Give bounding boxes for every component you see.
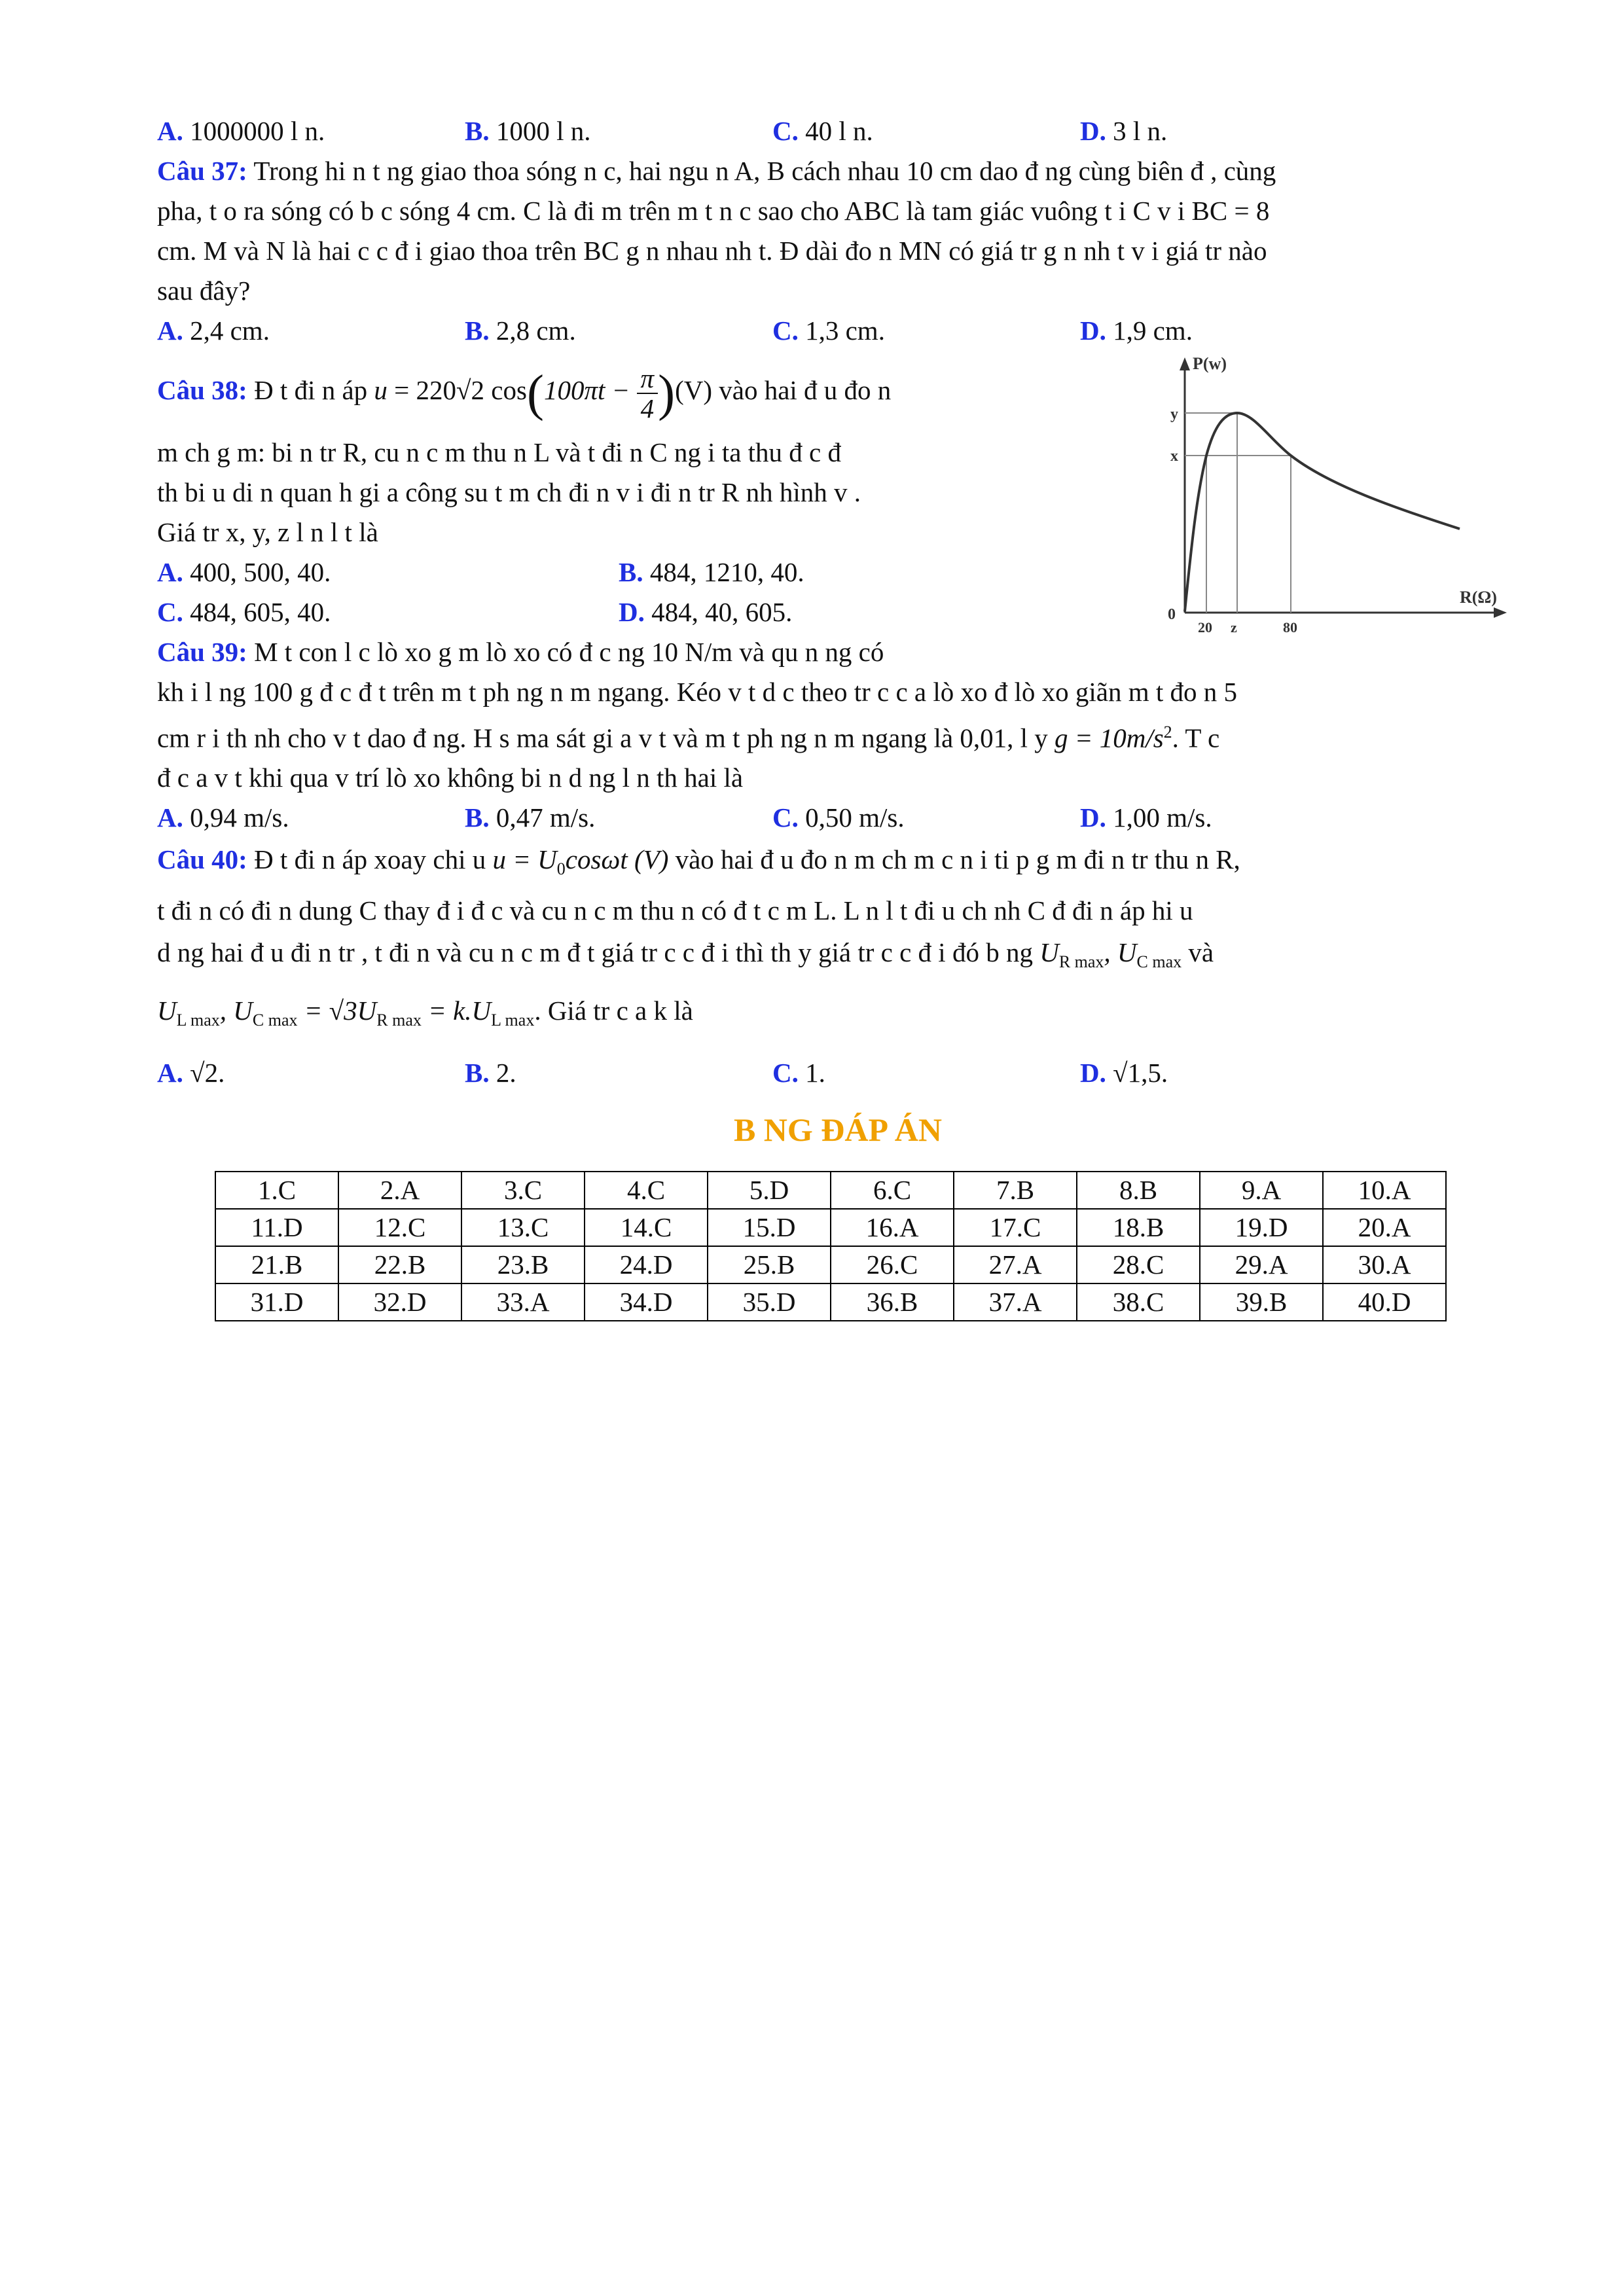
answer-cell: 5.D — [708, 1172, 831, 1209]
q40-line-4: $U_{L max}$, $U_{C max} = √3U_{R max} = k.U_{L max}$. Giá tr c a k là — [157, 995, 693, 1030]
answer-cell: 11.D — [215, 1209, 338, 1246]
q38-fraction: $\frac{\pi}{4}$ — [637, 364, 659, 423]
q38-formula: u = 220√2 cos(100πt − $\frac{\pi}{4}$ )(V) — [374, 363, 712, 423]
answer-cell: 2.A — [338, 1172, 461, 1209]
answer-cell: 6.C — [831, 1172, 954, 1209]
q38-label: Câu 38: — [157, 375, 247, 405]
q36-option-b: B. 1000 l n. — [465, 116, 591, 146]
answer-cell: 19.D — [1200, 1209, 1323, 1246]
q37-label: Câu 37: — [157, 156, 247, 186]
answer-cell: 28.C — [1077, 1246, 1200, 1283]
q40-line-1: Câu 40: Đ t đi n áp xoay chi u $u = U_0\cos\omega t$ (V) vào hai đ u đo n m ch m c n i ti p g m đi n tr thu n R, — [157, 844, 1240, 879]
q38-line-3: th bi u di n quan h gi a công su t m ch đi n v i đi n tr R nh hình v . — [157, 476, 861, 507]
answer-table — [215, 1171, 1447, 1321]
answer-cell: 24.D — [585, 1246, 708, 1283]
q40-line-2: t đi n có đi n dung C thay đ i đ c và cu n c m thu n có đ t c m L. L n l t đi u ch nh C đ đi n áp hi u — [157, 895, 1193, 926]
table-row — [215, 1283, 1446, 1321]
q39-line-2: kh i l ng 100 g đ c đ t trên m t ph ng n m ngang. Kéo v t d c theo tr c c a lò xo đ lò xo giãn m t đo n 5 — [157, 676, 1238, 707]
q38-line-4: Giá tr x, y, z l n l t là — [157, 516, 378, 547]
table-row — [215, 1209, 1446, 1246]
q37-options — [157, 311, 1519, 351]
answer-cell: 30.A — [1323, 1246, 1446, 1283]
answer-cell: 23.B — [461, 1246, 585, 1283]
q39-option-d: D. 1,00 m/s. — [1080, 802, 1212, 833]
origin-label: 0 — [1168, 606, 1176, 623]
table-row — [215, 1172, 1446, 1209]
q38-option-c: C. 484, 605, 40. — [157, 596, 331, 627]
answer-cell: 4.C — [585, 1172, 708, 1209]
q37-line-3: cm. M và N là hai c c đ i giao thoa trên BC g n nhau nh t. Đ dài đo n MN có giá tr g n nh t v i giá tr nào — [157, 236, 1267, 266]
answer-cell: 34.D — [585, 1283, 708, 1321]
answer-cell: 9.A — [1200, 1172, 1323, 1209]
y-tick-label: y — [1170, 406, 1178, 423]
answer-cell: 10.A — [1323, 1172, 1446, 1209]
answer-cell: 16.A — [831, 1209, 954, 1246]
q40-line-3: d ng hai đ u đi n tr , t đi n và cu n c m đ t giá tr c c đ i thì th y giá tr c c đ i đó b ng $U_{R max}$, $U_{C max}$ và — [157, 937, 1214, 972]
q37-line-1: Câu 37: Trong hi n t ng giao thoa sóng n c, hai ngu n A, B cách nhau 10 cm dao đ ng cùng biên đ , cùng — [157, 156, 1276, 186]
answer-cell: 22.B — [338, 1246, 461, 1283]
q36-option-c: C. 40 l n. — [772, 116, 873, 146]
q37-option-d: D. 1,9 cm. — [1080, 315, 1193, 346]
x-axis-arrow — [1494, 607, 1507, 618]
q40-options — [157, 1047, 1519, 1099]
q38-line-1: Câu 38: Đ t đi n áp u = 220√2 cos(100πt − $\frac{\pi}{4}$ )(V) vào hai đ u đo n — [157, 363, 892, 423]
answer-cell: 3.C — [461, 1172, 585, 1209]
answer-cell: 17.C — [954, 1209, 1077, 1246]
q38-option-d: D. 484, 40, 605. — [619, 596, 793, 627]
answer-cell: 40.D — [1323, 1283, 1446, 1321]
answer-cell: 12.C — [338, 1209, 461, 1246]
answer-cell: 38.C — [1077, 1283, 1200, 1321]
y-axis-arrow — [1180, 357, 1190, 370]
q39-line-1: Câu 39: M t con l c lò xo g m lò xo có đ c ng 10 N/m và qu n ng có — [157, 636, 884, 667]
q37-line-2: pha, t o ra sóng có b c sóng 4 cm. C là đi m trên m t n c sao cho ABC là tam giác vuông t i C v i BC = 8 — [157, 196, 1270, 226]
answer-cell: 39.B — [1200, 1283, 1323, 1321]
q36-options — [157, 111, 1519, 151]
q38-option-a: A. 400, 500, 40. — [157, 556, 331, 587]
q39-option-a: A. 0,94 m/s. — [157, 802, 289, 833]
q38-options-row-1 — [157, 552, 1100, 592]
answer-cell: 33.A — [461, 1283, 585, 1321]
y-axis-label: P(w) — [1193, 354, 1227, 373]
answer-cell: 32.D — [338, 1283, 461, 1321]
answer-cell: 35.D — [708, 1283, 831, 1321]
answer-cell: 8.B — [1077, 1172, 1200, 1209]
q38-options-row-2 — [157, 592, 1100, 632]
power-curve — [1185, 413, 1460, 611]
q39-line-3: cm r i th nh cho v t dao đ ng. H s ma sát gi a v t và m t ph ng n m ngang là 0,01, l y $g = 10m/s^2$. T c — [157, 722, 1220, 753]
power-resistance-graph — [1146, 351, 1512, 636]
answer-cell: 14.C — [585, 1209, 708, 1246]
q39-options — [157, 798, 1519, 838]
q36-option-d: D. 3 l n. — [1080, 116, 1168, 146]
answer-cell: 1.C — [215, 1172, 338, 1209]
q37-option-a: A. 2,4 cm. — [157, 315, 270, 346]
q37-option-c: C. 1,3 cm. — [772, 315, 885, 346]
q38-line-2: m ch g m: bi n tr R, cu n c m thu n L và t đi n C ng i ta thu đ c đ — [157, 437, 841, 467]
answer-cell: 27.A — [954, 1246, 1077, 1283]
table-row — [215, 1246, 1446, 1283]
answer-cell: 20.A — [1323, 1209, 1446, 1246]
q38-block — [157, 351, 1519, 636]
q36-option-a: A. 1000000 l n. — [157, 116, 325, 146]
q39-option-b: B. 0,47 m/s. — [465, 802, 596, 833]
q40-option-a: A. √2. — [157, 1057, 225, 1088]
answer-cell: 18.B — [1077, 1209, 1200, 1246]
r-tick-z: z — [1231, 619, 1237, 636]
answer-cell: 37.A — [954, 1283, 1077, 1321]
r-tick-20: 20 — [1198, 619, 1212, 636]
answer-cell: 25.B — [708, 1246, 831, 1283]
answer-cell: 15.D — [708, 1209, 831, 1246]
answer-cell: 31.D — [215, 1283, 338, 1321]
answer-table-title: B NG ĐÁP ÁN — [733, 1111, 943, 1148]
q39-line-4: đ c a v t khi qua v trí lò xo không bi n d ng l n th hai là — [157, 762, 744, 793]
q40-option-b: B. 2. — [465, 1057, 516, 1088]
answer-cell: 7.B — [954, 1172, 1077, 1209]
r-tick-80: 80 — [1283, 619, 1297, 636]
x-axis-label: R(Ω) — [1460, 588, 1497, 607]
answer-cell: 13.C — [461, 1209, 585, 1246]
answer-cell: 36.B — [831, 1283, 954, 1321]
answer-cell: 21.B — [215, 1246, 338, 1283]
answer-cell: 29.A — [1200, 1246, 1323, 1283]
q40-label: Câu 40: — [157, 844, 247, 875]
x-tick-label-on-p-axis: x — [1170, 448, 1178, 465]
q37-line-4: sau đây? — [157, 276, 251, 306]
q38-option-b: B. 484, 1210, 40. — [619, 556, 804, 587]
answer-cell: 26.C — [831, 1246, 954, 1283]
q40-option-d: D. √1,5. — [1080, 1057, 1168, 1088]
q39-label: Câu 39: — [157, 636, 247, 667]
document-page — [157, 111, 1519, 1321]
q37-option-b: B. 2,8 cm. — [465, 315, 576, 346]
q40-option-c: C. 1. — [772, 1057, 825, 1088]
q39-option-c: C. 0,50 m/s. — [772, 802, 905, 833]
